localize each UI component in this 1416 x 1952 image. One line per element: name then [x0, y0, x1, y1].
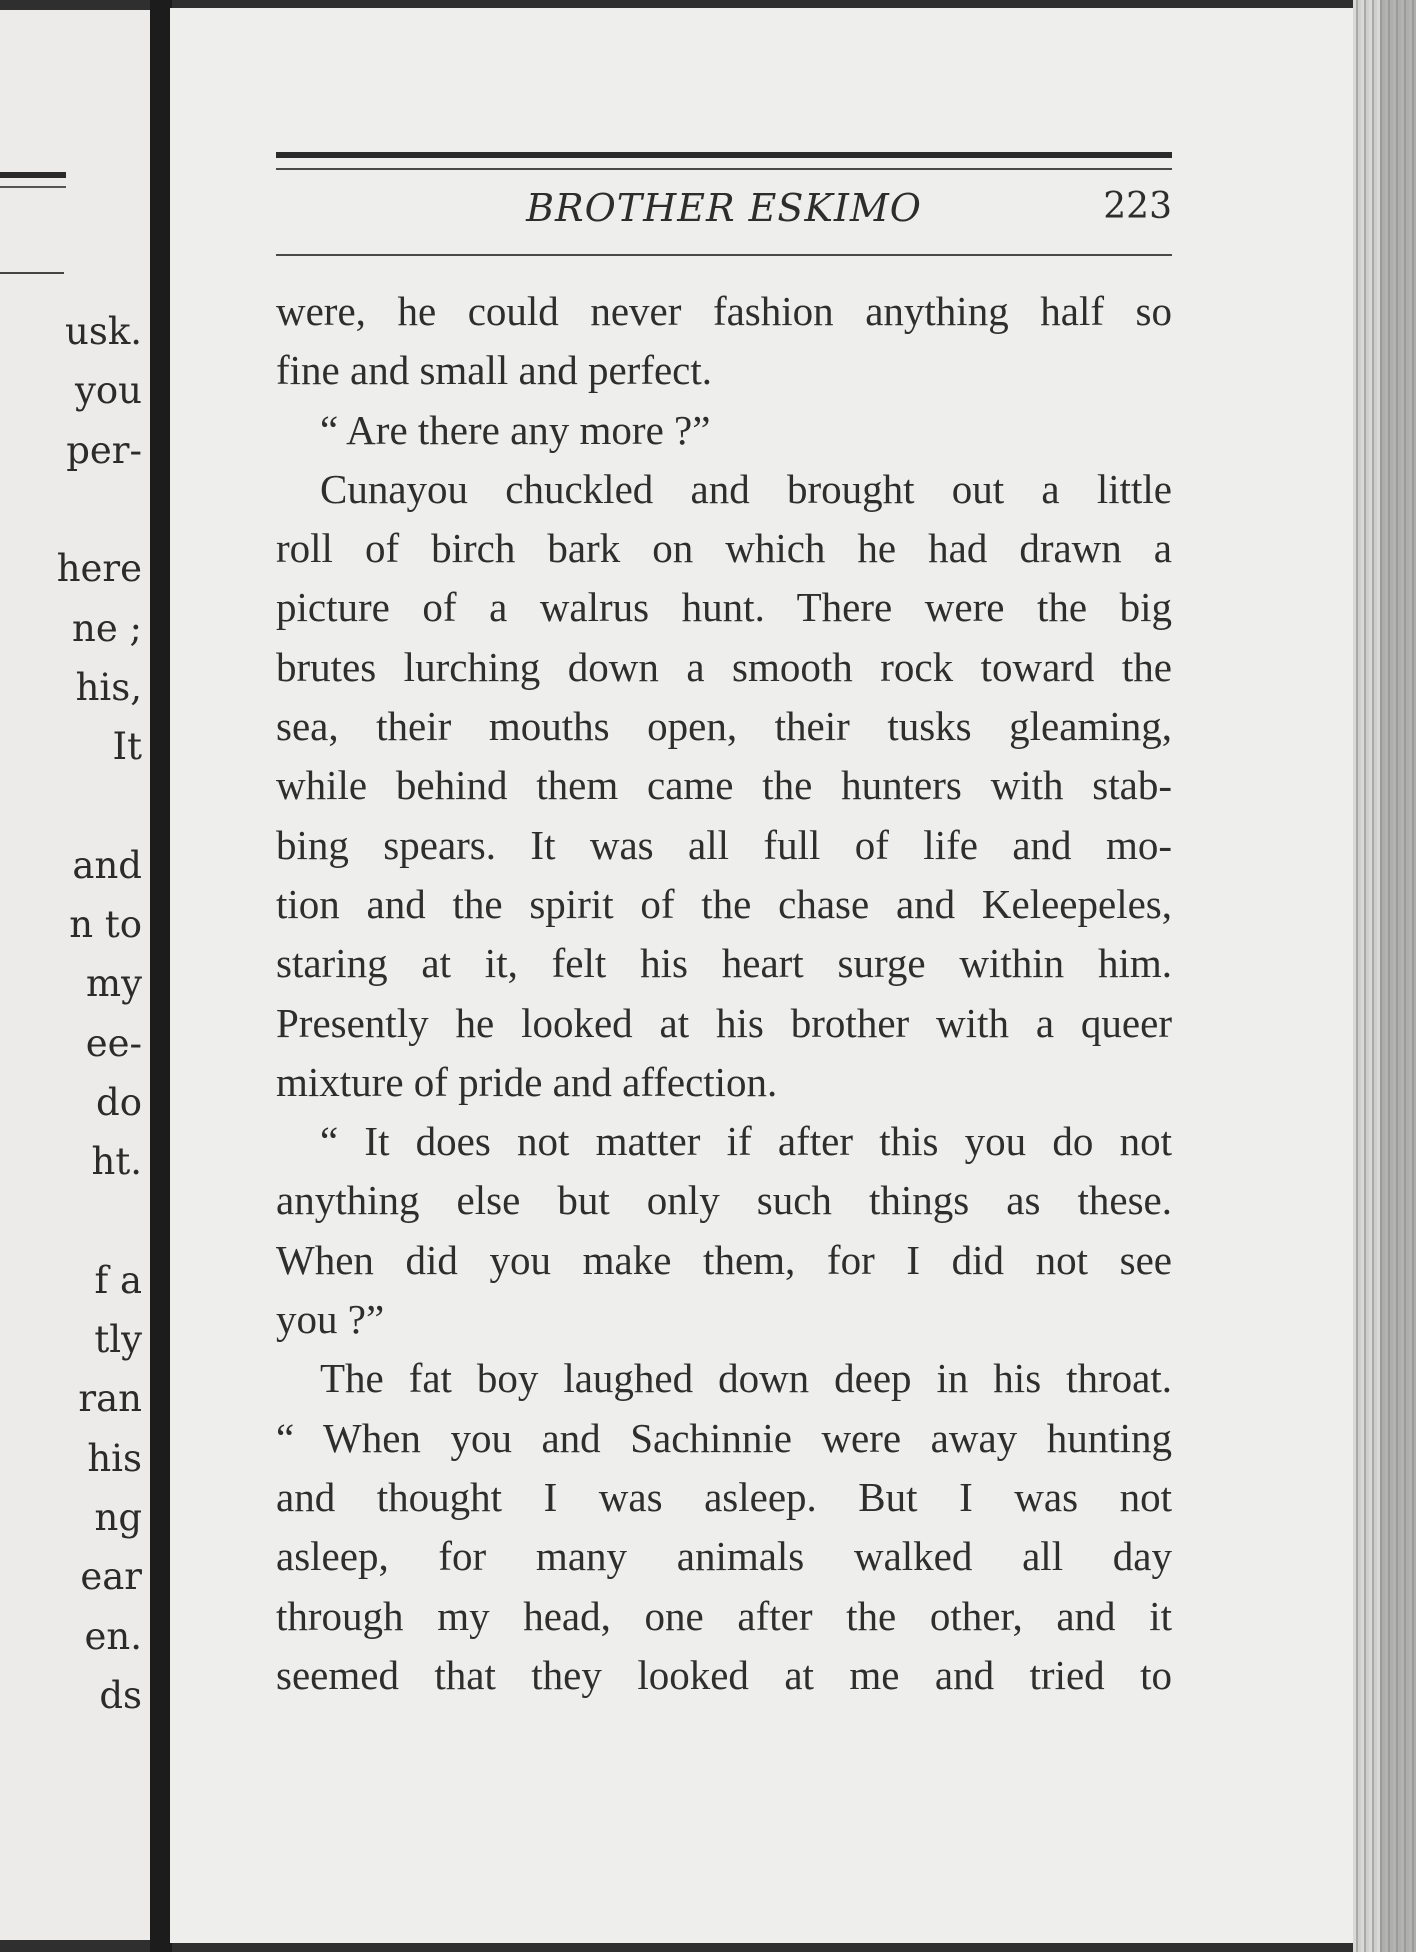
left-line-fragment: usk.: [65, 310, 142, 353]
left-line-fragment: his,: [75, 665, 142, 709]
header-rule-thin: [276, 168, 1172, 170]
header-rule-thick: [276, 152, 1172, 158]
left-line-fragment: f a: [94, 1258, 142, 1302]
text-line: bing spears. It was all full of life and mo-: [276, 821, 1172, 868]
left-line-fragment: ds: [99, 1673, 142, 1717]
left-header-rule: [0, 172, 66, 178]
left-line-fragment: n to: [69, 903, 142, 946]
left-line-fragment: do: [96, 1080, 142, 1124]
left-line-fragment: here: [56, 547, 142, 591]
left-line-fragment: en.: [84, 1614, 142, 1658]
text-line: roll of birch bark on which he had drawn a: [276, 525, 1172, 572]
left-line-fragment: and: [72, 843, 142, 887]
left-line-fragment: ng: [94, 1496, 142, 1539]
body-text: [276, 282, 1172, 1705]
text-line: seemed that they looked at me and tried to: [276, 1651, 1172, 1698]
text-line: “ When you and Sachinnie were away hunting: [276, 1414, 1172, 1461]
text-line: while behind them came the hunters with stab-: [276, 762, 1172, 809]
book-gutter: [150, 0, 172, 1952]
text-line: picture of a walrus hunt. There were the big: [276, 584, 1172, 631]
left-line-fragment: you: [74, 369, 142, 413]
text-line: asleep, for many animals walked all day: [276, 1533, 1172, 1580]
previous-page-fragment: [0, 10, 152, 1940]
page-edges-shadow: [1380, 0, 1416, 1952]
text-line: “ Are there any more ?”: [320, 406, 711, 453]
left-line-fragment: his: [87, 1436, 142, 1480]
text-line: mixture of pride and affection.: [276, 1058, 778, 1105]
text-line: Presently he looked at his brother with a queer: [276, 999, 1172, 1046]
text-line: tion and the spirit of the chase and Keleepeles,: [276, 880, 1172, 927]
left-line-fragment: ear: [80, 1555, 142, 1599]
left-line-fragment: ran: [78, 1377, 142, 1421]
text-line: When did you make them, for I did not see: [276, 1236, 1172, 1283]
text-line: staring at it, felt his heart surge within him.: [276, 940, 1172, 987]
left-line-fragment: ee-: [85, 1021, 142, 1065]
page-number: 223: [1103, 186, 1172, 227]
left-line-fragment: per-: [66, 428, 142, 472]
header-underline: [276, 254, 1172, 256]
text-line: The fat boy laughed down deep in his throat.: [320, 1355, 1172, 1402]
text-line: fine and small and perfect.: [276, 347, 713, 394]
text-line: anything else but only such things as these.: [276, 1177, 1172, 1224]
left-header-underline: [0, 272, 64, 274]
left-line-fragment: ht.: [91, 1140, 142, 1184]
left-line-fragment: my: [86, 962, 142, 1006]
text-line: Cunayou chuckled and brought out a little: [320, 465, 1172, 512]
left-line-fragment: ne ;: [72, 606, 142, 650]
text-line: through my head, one after the other, and it: [276, 1592, 1172, 1639]
text-line: were, he could never fashion anything half so: [276, 288, 1172, 334]
text-line: sea, their mouths open, their tusks gleaming,: [276, 703, 1172, 750]
left-header-rule-thin: [0, 186, 66, 188]
text-line: and thought I was asleep. But I was not: [276, 1473, 1172, 1520]
text-line: brutes lurching down a smooth rock toward the: [276, 643, 1172, 690]
left-line-fragment: tly: [94, 1318, 142, 1362]
running-title: BROTHER ESKIMO: [526, 186, 922, 230]
text-line: you ?”: [276, 1296, 385, 1343]
text-line: “ It does not matter if after this you do not: [320, 1118, 1172, 1165]
running-head: [276, 180, 1172, 248]
left-line-fragment: It: [112, 725, 142, 769]
